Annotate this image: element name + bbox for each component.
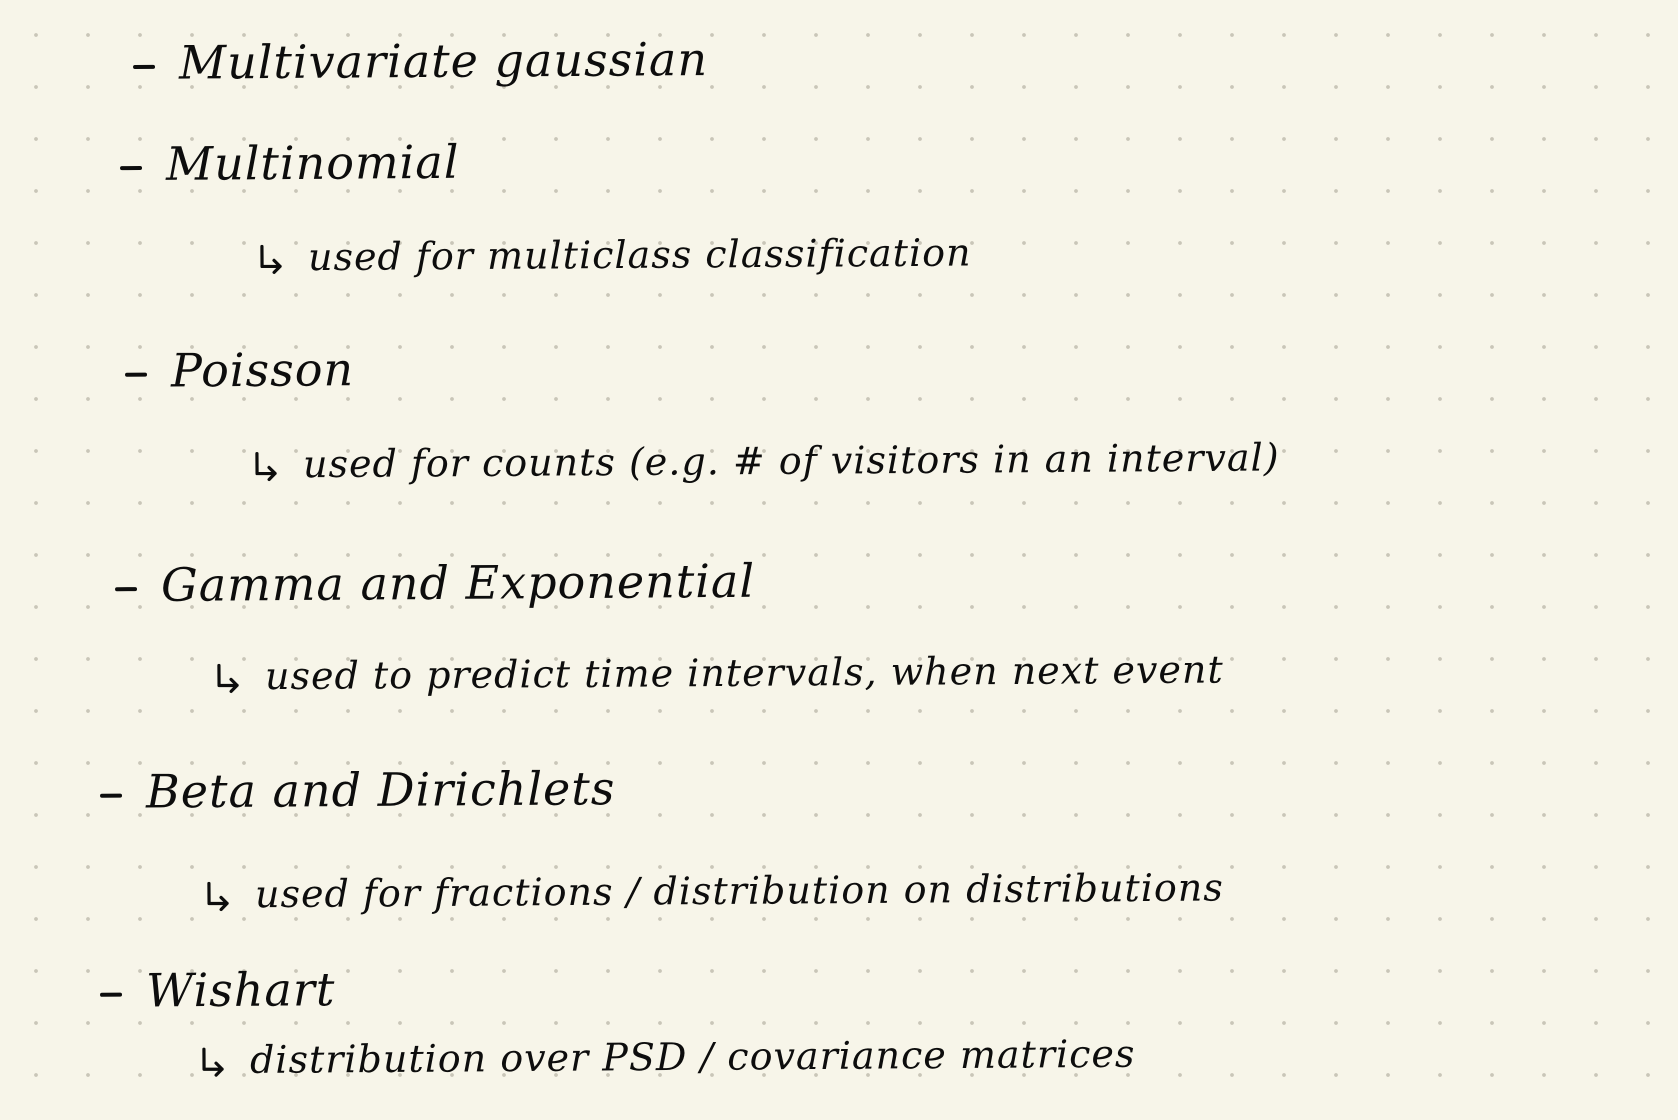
arrow-return-icon	[253, 451, 281, 481]
note-heading	[133, 31, 709, 90]
note-subitem-text: used for fractions / distribution on distributions	[254, 865, 1224, 917]
note-subitem	[205, 865, 1224, 917]
note-heading	[120, 134, 460, 191]
note-heading	[125, 342, 355, 398]
arrow-return-icon	[215, 663, 243, 693]
dash-icon	[120, 166, 142, 170]
note-subitem	[258, 230, 972, 280]
note-heading-text: Multinomial	[165, 134, 460, 191]
dash-icon	[115, 587, 137, 591]
note-heading-text: Gamma and Exponential	[160, 553, 756, 612]
note-heading	[100, 761, 616, 819]
note-heading	[115, 553, 756, 612]
dash-icon	[100, 993, 122, 997]
note-heading-text: Beta and Dirichlets	[145, 761, 616, 819]
note-subitem-text: used to predict time intervals, when next event	[264, 647, 1224, 699]
note-heading-text: Multivariate gaussian	[178, 31, 709, 90]
arrow-return-icon	[205, 881, 233, 911]
note-heading	[100, 962, 336, 1018]
note-heading-text: Poisson	[170, 342, 355, 398]
dash-icon	[100, 794, 122, 798]
note-subitem-text: used for multiclass classification	[307, 230, 972, 280]
dash-icon	[125, 373, 147, 377]
note-subitem	[215, 647, 1224, 699]
note-heading-text: Wishart	[145, 962, 336, 1018]
note-subitem-text: distribution over PSD / covariance matrices	[249, 1031, 1136, 1082]
note-subitem	[253, 435, 1280, 487]
note-subitem	[200, 1031, 1136, 1082]
note-subitem-text: used for counts (e.g. # of visitors in an interval)	[302, 435, 1280, 487]
dash-icon	[133, 65, 155, 69]
arrow-return-icon	[258, 244, 286, 274]
arrow-return-icon	[200, 1047, 228, 1077]
